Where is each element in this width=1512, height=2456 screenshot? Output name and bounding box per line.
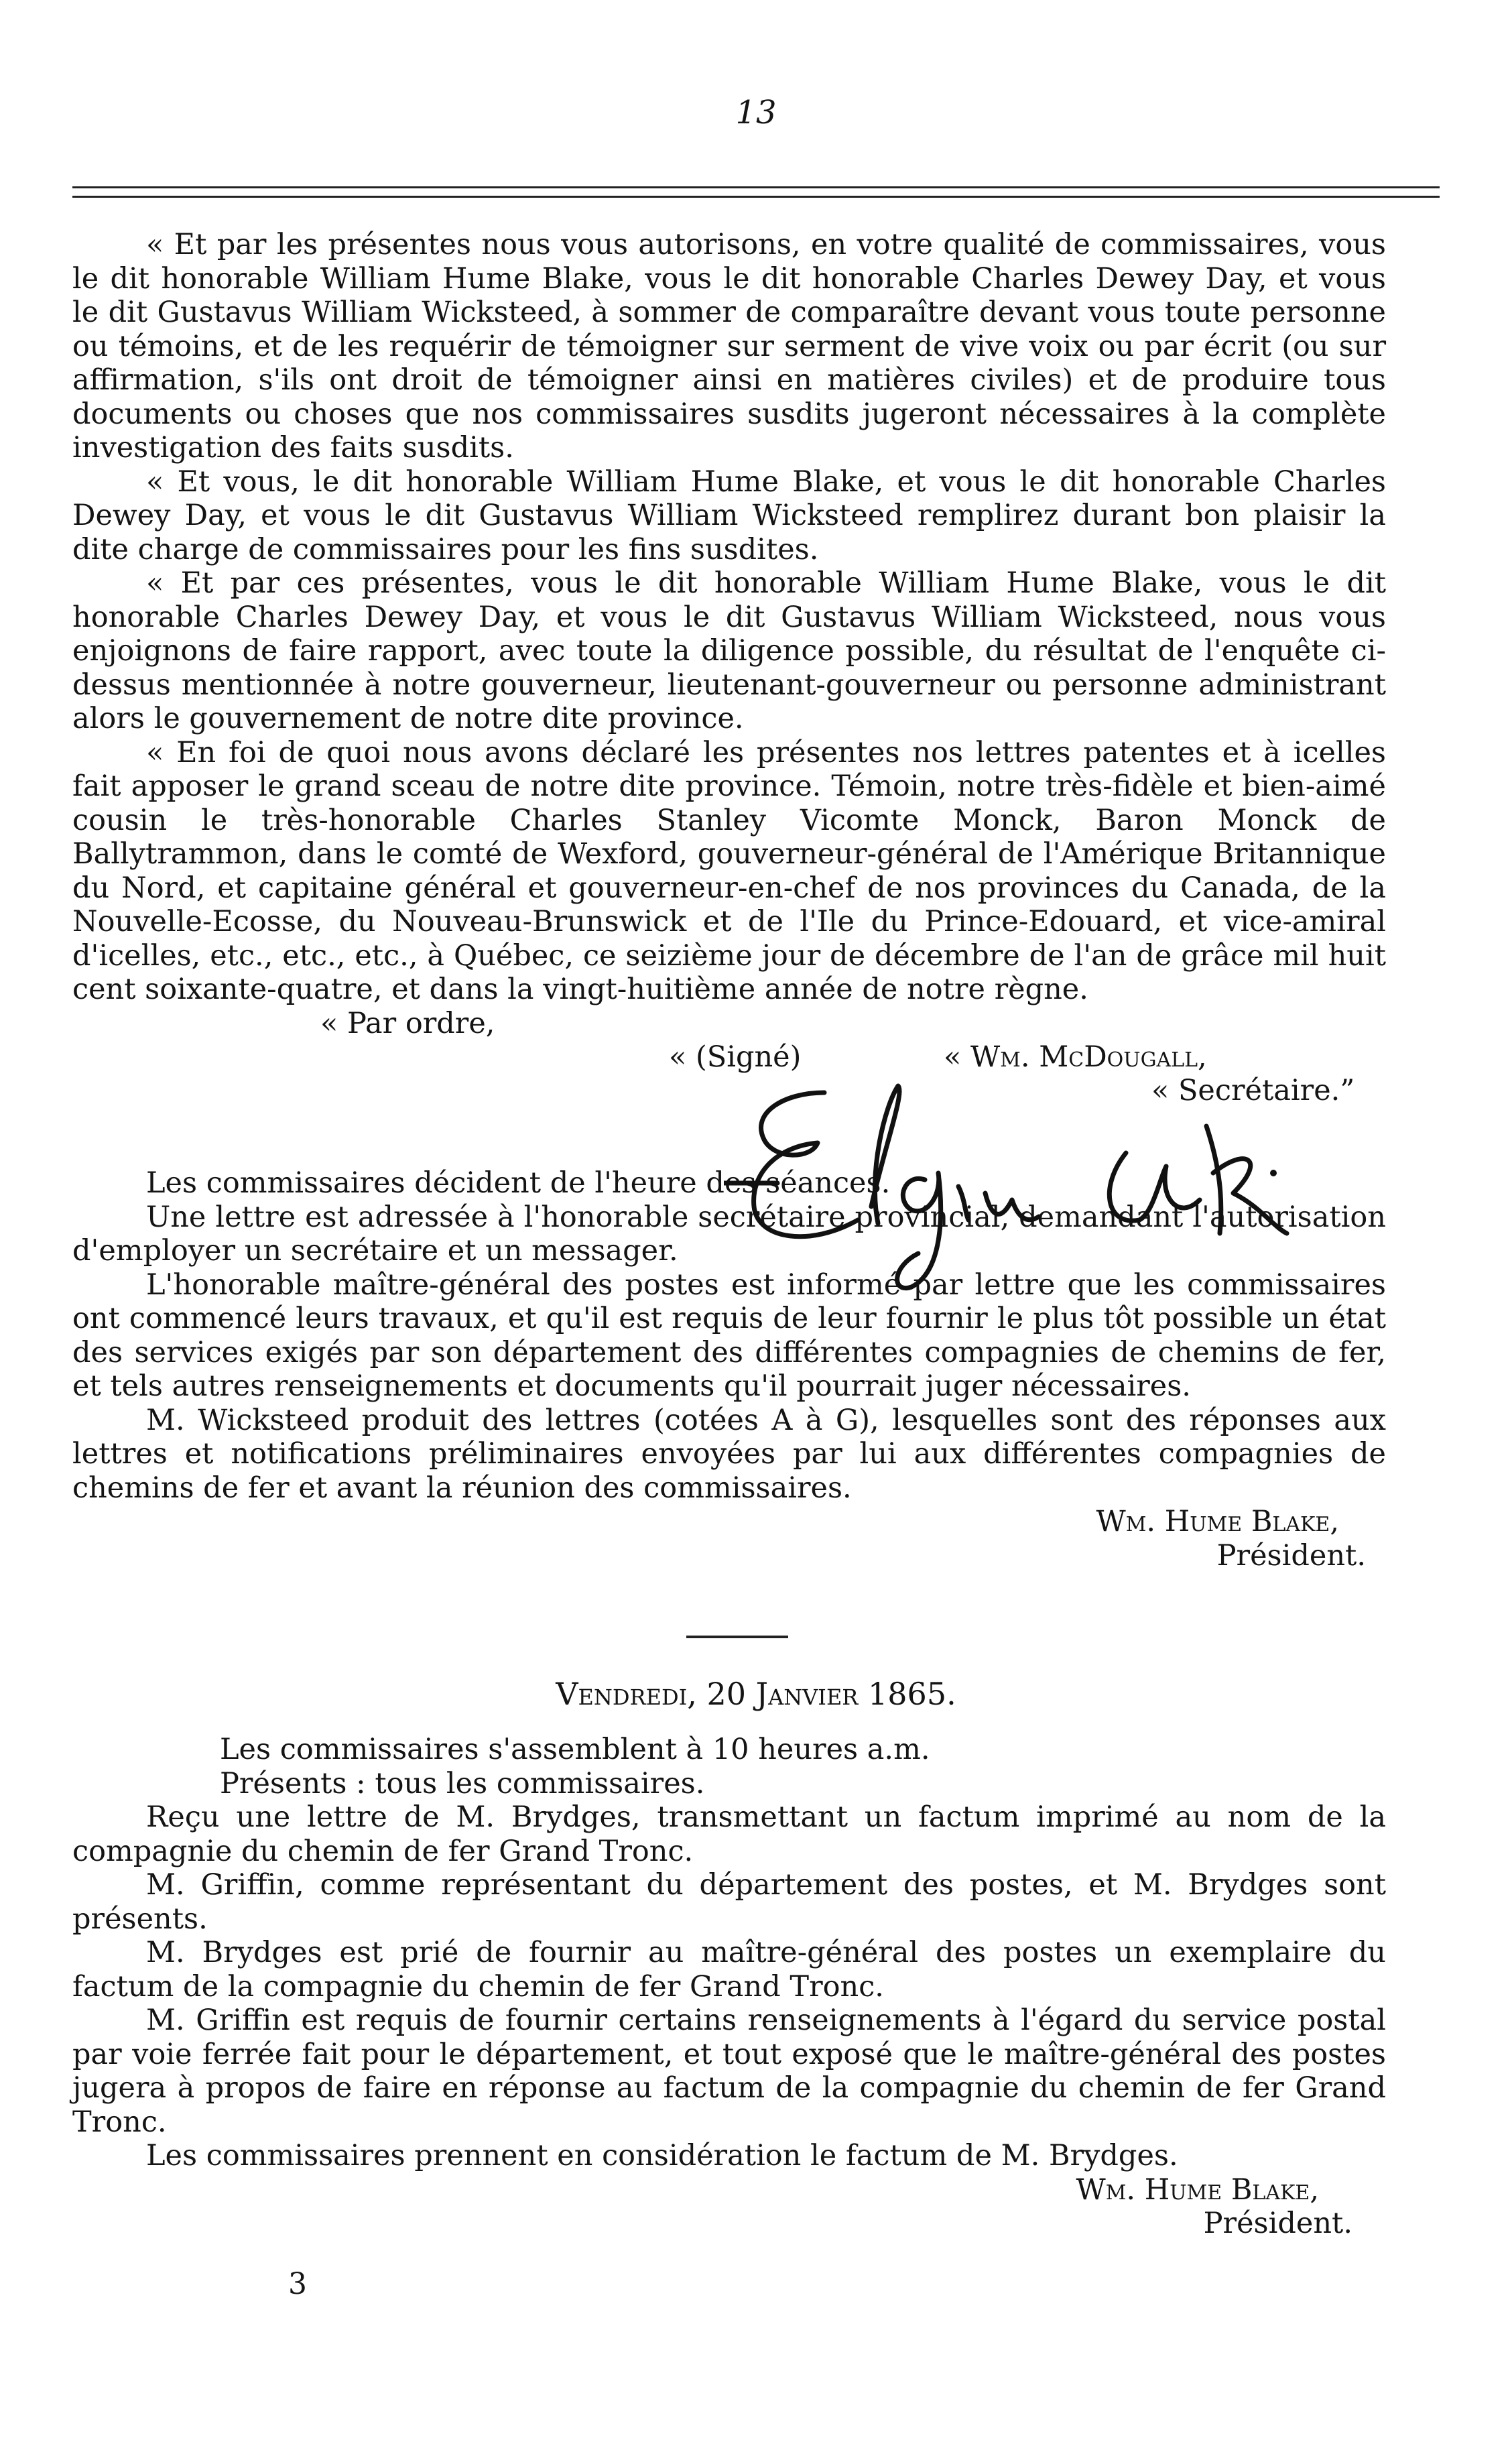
decree-signatory: « Wm. McDougall,	[944, 1040, 1207, 1074]
minutes-section-2	[72, 1733, 1386, 2241]
minutes2-signatory-title: Président.	[1203, 2207, 1352, 2240]
handwritten-signature	[724, 1066, 1300, 1294]
minutes2-paragraph-2: Présents : tous les commissaires.	[220, 1766, 705, 1800]
decree-signatory-title: « Secrétaire.”	[1151, 1074, 1355, 1107]
decree-paragraph-1: « Et par les présentes nous vous autorisons, en votre qualité de commissaires, vous le dit honorable William Hume Blake, vous le dit honorable Charles Dewey Day, et vous le dit Gustavus William Wicksteed, à sommer de comparaître devant vous toute personne ou témoins, et de les requérir de témoigner sur serment de vive voix ou par écrit (ou sur affirmation, s'ils ont droit de témoigner ainsi en matières civiles) et de produire tous documents ou choses que nos commissaires susdits jugeront nécessaires à la complète investigation des faits susdits.	[72, 228, 1386, 465]
decree-paragraph-2: « Et vous, le dit honorable William Hume Blake, et vous le dit honorable Charles Dewey Day, et vous le dit Gustavus William Wicksteed remplirez durant bon plaisir la dite charge de commissaires pour les fins susdites.	[72, 465, 1386, 566]
minutes2-paragraph-1: Les commissaires s'assemblent à 10 heures a.m.	[220, 1733, 930, 1766]
date-heading: Vendredi, 20 Janvier 1865.	[556, 1676, 956, 1712]
minutes2-paragraph-4: M. Griffin, comme représentant du département des postes, et M. Brydges sont présents.	[72, 1868, 1386, 1936]
minutes1-paragraph-1: Les commissaires décident de l'heure des séances.	[146, 1166, 891, 1200]
section-divider	[686, 1636, 788, 1638]
minutes1-paragraph-2: Une lettre est adressée à l'honorable secrétaire provincial, demandant l'autorisation d'employer un secrétaire et un messager.	[72, 1200, 1386, 1268]
decree-paragraph-4: « En foi de quoi nous avons déclaré les présentes nos lettres patentes et à icelles fait apposer le grand sceau de notre dite province. Témoin, notre très-fidèle et bien-aimé cousin le très-honorable Charles Stanley Vicomte Monck, Baron Monck de Ballytrammon, dans le comté de Wexford, gouverneur-général de l'Amérique Britannique du Nord, et capitaine général et gouverneur-en-chef de nos provinces du Canada, de la Nouvelle-Ecosse, du Nouveau-Brunswick et de l'Ile du Prince-Edouard, et vice-amiral d'icelles, etc., etc., etc., à Québec, ce seizième jour de décembre de l'an de grâce mil huit cent soixante-quatre, et dans la vingt-huitième année de notre règne.	[72, 735, 1386, 1006]
minutes1-paragraph-3: L'honorable maître-général des postes est informé par lettre que les commissaires ont commencé leurs travaux, et qu'il est requis de leur fournir le plus tôt possible un état des services exigés par son département des différentes compagnies de chemins de fer, et tels autres renseignements et documents qu'il pourrait juger nécessaires.	[72, 1268, 1386, 1403]
minutes1-signatory-title: Président.	[1216, 1538, 1366, 1573]
decree-section	[72, 228, 1386, 1107]
header-double-rule	[72, 186, 1440, 198]
minutes2-paragraph-5: M. Brydges est prié de fournir au maître-général des postes un exemplaire du factum de la compagnie du chemin de fer Grand Tronc.	[72, 1936, 1386, 2004]
minutes1-signature: Wm. Hume Blake,	[1096, 1505, 1339, 1538]
minutes1-paragraph-4: M. Wicksteed produit des lettres (cotées A à G), lesquelles sont des réponses aux lettres et notifications préliminaires envoyées par lui aux différentes compagnies de chemins de fer et avant la réunion des commissaires.	[72, 1403, 1386, 1505]
decree-paragraph-3: « Et par ces présentes, vous le dit honorable William Hume Blake, vous le dit honorable Charles Dewey Day, et vous le dit Gustavus William Wicksteed, nous vous enjoignons de faire rapport, avec toute la diligence possible, du résultat de l'enquête ci-dessus mentionnée à notre gouverneur, lieutenant-gouverneur ou personne administrant alors le gouvernement de notre dite province.	[72, 566, 1386, 735]
signe-label: « (Signé)	[669, 1040, 802, 1074]
minutes2-paragraph-6: M. Griffin est requis de fournir certains renseignements à l'égard du service postal par voie ferrée fait pour le département, et tout exposé que le maître-général des postes jugera à propos de faire en réponse au factum de la compagnie du chemin de fer Grand Tronc.	[72, 2004, 1386, 2139]
minutes2-paragraph-7: Les commissaires prennent en considération le factum de M. Brydges.	[146, 2139, 1178, 2172]
par-ordre-line: « Par ordre,	[320, 1006, 495, 1040]
footer-signature-number: 3	[288, 2267, 307, 2301]
minutes2-signature: Wm. Hume Blake,	[1076, 2172, 1319, 2207]
minutes2-paragraph-3: Reçu une lettre de M. Brydges, transmettant un factum imprimé au nom de la compagnie du chemin de fer Grand Tronc.	[72, 1800, 1386, 1868]
page-number: 13	[735, 94, 777, 131]
